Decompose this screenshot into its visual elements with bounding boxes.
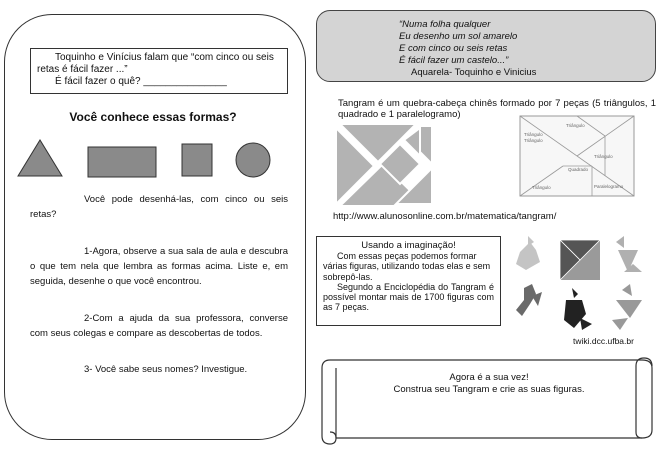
- song-quote-box: [316, 10, 656, 82]
- scroll-message: [330, 372, 648, 396]
- square-icon: [182, 144, 212, 176]
- triangle-icon: [18, 140, 62, 176]
- rectangle-icon: [88, 147, 156, 177]
- quote-line-4: É fácil fazer um castelo...”: [399, 55, 509, 66]
- diagram-label-5: Triângulo: [532, 185, 551, 190]
- scroll-line-1: Agora é a sua vez!: [449, 372, 529, 383]
- question-box: [30, 48, 288, 94]
- question-line-3: É fácil fazer o quê? _______________: [55, 76, 227, 87]
- circle-icon: [236, 143, 270, 177]
- item-1-text: 1-Agora, observe a sua sala de aula e descubra o que tem nela que lembra as formas acima. Liste e, em seguida, desenhe o que você encontrou.: [30, 246, 288, 287]
- quote-line-2: Eu desenho um sol amarelo: [399, 31, 518, 42]
- figures-image-credit: twiki.dcc.ufba.br: [573, 336, 634, 346]
- imagination-body-2: Segundo a Enciclopédia do Tangram é possível montar mais de 1700 figuras com as 7 peças.: [323, 281, 494, 313]
- diagram-label-2: Triângulo: [566, 123, 585, 128]
- tangram-pieces-image: [336, 124, 434, 206]
- shapes-heading: Você conhece essas formas?: [69, 110, 237, 124]
- quote-line-1: “Numa folha qualquer: [399, 19, 491, 30]
- diagram-label-4: Quadrado: [568, 167, 589, 172]
- tangram-description: Tangram é um quebra-cabeça chinês formado por 7 peças (5 triângulos, 1 quadrado e 1 paralelogramo): [338, 98, 656, 120]
- scroll-banner: [316, 354, 658, 448]
- item-3-text: 3- Você sabe seus nomes? Investigue.: [84, 364, 248, 375]
- imagination-body-1: Com essas peças podemos formar várias figuras, utilizando todas elas e sem sobrepô-las.: [323, 251, 491, 282]
- imagination-title: Usando a imaginação!: [361, 240, 456, 251]
- tangram-figures-image: [512, 234, 654, 334]
- imagination-box: [316, 236, 501, 326]
- diagram-label-3: Triângulo: [594, 154, 613, 159]
- shapes-row: [14, 138, 284, 182]
- diagram-label-6: Paralelogramo: [594, 184, 624, 189]
- quote-line-3: E com cinco ou seis retas: [399, 43, 508, 54]
- question-line-1: Toquinho e Vinícius falam que “com cinco ou seis: [55, 52, 274, 63]
- intro-text: Você pode desenhá-las, com cinco ou seis retas?: [30, 194, 288, 220]
- tangram-source-link[interactable]: http://www.alunosonline.com.br/matematica/tangram/: [333, 211, 557, 222]
- tangram-diagram: [518, 114, 638, 198]
- question-line-2: retas é fácil fazer ...”: [37, 64, 128, 75]
- quote-credit: Aquarela- Toquinho e Vinicius: [411, 67, 537, 78]
- diagram-label-1: Triângulo: [524, 132, 543, 137]
- scroll-line-2: Construa seu Tangram e crie as suas figuras.: [393, 384, 585, 395]
- item-2-text: 2-Com a ajuda da sua professora, converse com seus colegas e compare as descobertas de todos.: [30, 313, 288, 339]
- diagram-label-7: Triângulo: [524, 138, 543, 143]
